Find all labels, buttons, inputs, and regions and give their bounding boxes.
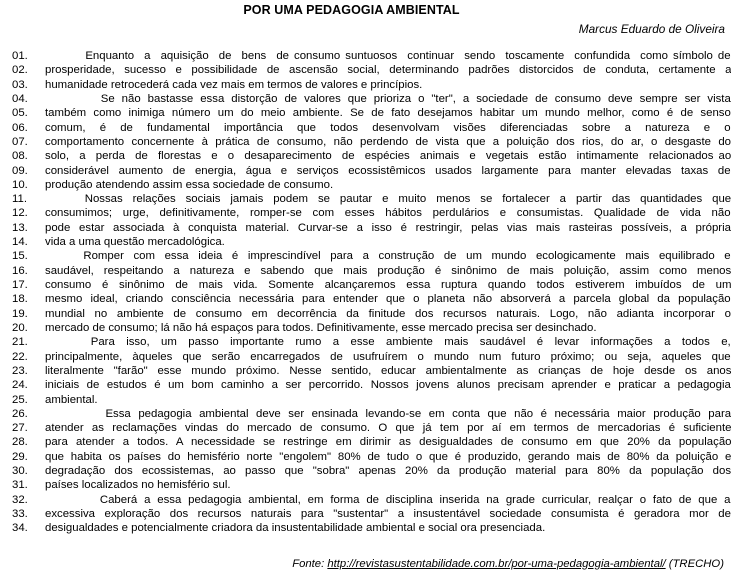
text-line-row: [0, 221, 731, 235]
text-line-row: [0, 435, 731, 449]
text-line-row: [0, 106, 731, 120]
line-number: 20.: [12, 321, 28, 334]
line-text: comum, é de fundamental importância que todos desenvolvam visões diferenciadas sobre a natureza e o: [45, 121, 731, 134]
line-number: 33.: [12, 508, 28, 520]
line-number: 05.: [12, 107, 28, 120]
text-line-row: [0, 149, 731, 163]
line-number: 11.: [12, 193, 27, 206]
line-number: 24.: [12, 379, 28, 392]
line-text: atender as reclamações vindas do mercado de consumo. O que já tem por aí em termos de mercadorias é suficiente: [45, 422, 731, 435]
line-number: 23.: [12, 364, 28, 377]
line-number: 28.: [12, 436, 28, 449]
text-line-row: [0, 78, 731, 92]
line-number: 09.: [12, 164, 28, 177]
text-line-row: [0, 206, 731, 220]
line-number: 12.: [12, 207, 28, 220]
text-line-row: [0, 264, 731, 278]
author-byline: Marcus Eduardo de Oliveira: [578, 22, 725, 36]
line-text: países localizados no hemisfério sul.: [45, 479, 231, 492]
text-line-row: [0, 235, 731, 249]
line-number: 18.: [12, 293, 28, 306]
line-number: 15.: [12, 250, 28, 263]
line-text: consumimos; urge, definitivamente, romper-se com esses hábitos perdulários e consumistas. Qualidade de vida não: [45, 207, 731, 220]
line-text: também como inimiga número um do meio ambiente. Se de fato desejamos habitar um mundo melhor, como é de senso: [45, 107, 731, 120]
line-text: ambiental.: [45, 393, 98, 406]
line-number: 32.: [12, 493, 28, 506]
line-text: Romper com essa ideia é imprescindível para a construção de um mundo ecologicamente mais equilibrado e: [45, 250, 731, 263]
line-text: considerável aumento de energia, água e serviços ecossistêmicos usados largamente para manter elevadas taxas de: [45, 164, 731, 177]
page-title: POR UMA PEDAGOGIA AMBIENTAL: [243, 3, 460, 17]
text-line-row: [0, 450, 731, 464]
line-number: 08.: [12, 150, 28, 163]
line-text: Para isso, um passo importante rumo a esse ambiente mais saudável é levar informações a todos e,: [45, 336, 731, 349]
line-number: 30.: [12, 465, 28, 478]
text-line-row: [0, 321, 731, 335]
line-text: solo, a perda de florestas e o desaparecimento de espécies animais e vegetais estão intimamente relacionados ao: [45, 150, 731, 163]
line-text: produção atendendo assim essa sociedade de consumo.: [45, 178, 334, 191]
line-text: que habita os países do hemisfério norte "engolem" 80% de tudo o que é produzido, gerando mais de 80% da poluição e: [45, 450, 731, 463]
text-line-row: [0, 135, 731, 149]
text-line-row: [0, 121, 731, 135]
line-number: 14.: [12, 236, 28, 249]
text-line-row: [0, 63, 731, 77]
source-url-link[interactable]: http://revistasustentabilidade.com.br/por-uma-pedagogia-ambiental/: [327, 557, 666, 570]
line-number: 31.: [12, 479, 28, 492]
line-text: Enquanto a aquisição de bens de consumo suntuosos continuar sendo toscamente confundida como símbolo de: [45, 50, 731, 62]
line-text: iniciais de estudos é um bom caminho a ser percorrido. Nossos jovens alunos precisam aprender e praticar a pedagogia: [45, 379, 731, 392]
source-excerpt-note: (TRECHO): [665, 557, 724, 570]
text-line-row: [0, 278, 731, 292]
text-line-row: [0, 364, 731, 378]
line-text: literalmente "farão" esse mundo próximo. Nesse sentido, educar ambientalmente as crianças de hoje desde os anos: [45, 364, 731, 377]
line-number: 22.: [12, 350, 28, 363]
line-text: vida a uma questão mercadológica.: [45, 236, 225, 249]
line-text: Essa pedagogia ambiental deve ser ensinada levando-se em conta que não é necessária maior produção para: [45, 407, 731, 420]
text-line-row: [0, 249, 731, 263]
line-text: para atender a todos. A necessidade se restringe em dirimir as desigualdades de consumo em que 20% da população: [45, 436, 731, 449]
line-number: 19.: [12, 307, 28, 320]
line-number: 02.: [12, 64, 28, 77]
line-text: mesmo ideal, criando consciência necessária para entender que o planeta não absorverá a parcela global da população: [45, 293, 731, 306]
numbered-text-body: [0, 49, 731, 536]
line-text: Se não bastasse essa distorção de valores que prioriza o "ter", a sociedade de consumo deve sempre ser vista: [45, 92, 731, 105]
text-line-row: [0, 421, 731, 435]
line-number: 34.: [12, 522, 28, 535]
text-line-row: [0, 307, 731, 321]
text-line-row: [0, 478, 731, 492]
line-number: 16.: [12, 264, 28, 277]
line-text: principalmente, àqueles que serão encarregados de usufruírem o mundo num futuro próximo; ou seja, aqueles que: [45, 350, 731, 363]
text-line-row: [0, 407, 731, 421]
line-number: 21.: [12, 336, 28, 349]
text-line-row: [0, 378, 731, 392]
source-citation: [0, 558, 731, 570]
line-number: 10.: [12, 178, 28, 191]
text-line-row: [0, 49, 731, 63]
line-text: comportamento concernente à prática de consumo, não perdendo de vista que a poluição dos rios, do ar, o desgaste do: [45, 135, 731, 148]
line-text: desigualdades e potencialmente criadora da insustentabilidade ambiental e social ora presenciada.: [45, 522, 546, 535]
line-number: 26.: [12, 407, 28, 420]
text-line-row: [0, 292, 731, 306]
line-text: Nossas relações sociais jamais podem se pautar e muito menos se fortalecer a partir das quantidades que: [45, 193, 731, 206]
line-number: 06.: [12, 121, 28, 134]
source-label: Fonte:: [292, 557, 328, 570]
line-text: pode estar associada à conquista material. Curvar-se a isso é restringir, pelas vias mais rasteiras possíveis, a própria: [45, 221, 731, 234]
line-text: mercado de consumo; lá não há espaços para todos. Definitivamente, esse mercado precisa ser desinchado.: [45, 321, 597, 334]
line-text: mundial no ambiente de consumo em decorrência da finitude dos recursos naturais. Logo, não adianta incorporar o: [45, 307, 731, 320]
line-number: 13.: [12, 221, 28, 234]
line-number: 03.: [12, 78, 28, 91]
text-line-row: [0, 164, 731, 178]
line-number: 07.: [12, 135, 28, 148]
line-number: 25.: [12, 393, 28, 406]
text-line-row: [0, 521, 731, 535]
text-line-row: [0, 493, 731, 507]
line-text: degradação dos ecossistemas, ao passo que "sobra" apenas 20% da produção material para 80% da população dos: [45, 465, 731, 478]
text-line-row: [0, 464, 731, 478]
line-number: 27.: [12, 422, 28, 435]
line-text: saudável, respeitando a natureza e sabendo que mais produção é sinônimo de mais poluição, assim como menos: [45, 264, 731, 277]
line-number: 04.: [12, 92, 28, 105]
line-text: consumo é sinônimo de mais vida. Somente alcançaremos essa ruptura quando todos estiverem imbuídos de um: [45, 279, 731, 291]
line-text: humanidade retrocederá cada vez mais em termos de valores e princípios.: [45, 78, 423, 91]
text-line-row: [0, 192, 731, 206]
text-line-row: [0, 335, 731, 349]
text-line-row: [0, 350, 731, 364]
text-line-row: [0, 178, 731, 192]
line-text: prosperidade, sucesso e possibilidade de ascensão social, determinando padrões distorcidos de conduta, certamente a: [45, 64, 731, 77]
line-number: 17.: [12, 279, 28, 291]
text-line-row: [0, 507, 731, 521]
line-text: Caberá a essa pedagogia ambiental, em forma de disciplina inserida na grade curricular, realçar o fato de que a: [45, 493, 731, 506]
line-number: 01.: [12, 50, 28, 62]
line-number: 29.: [12, 450, 28, 463]
text-line-row: [0, 393, 731, 407]
text-line-row: [0, 92, 731, 106]
line-text: excessiva exploração dos recursos naturais para "sustentar" a insustentável sociedade consumista é geradora mor de: [45, 508, 731, 520]
